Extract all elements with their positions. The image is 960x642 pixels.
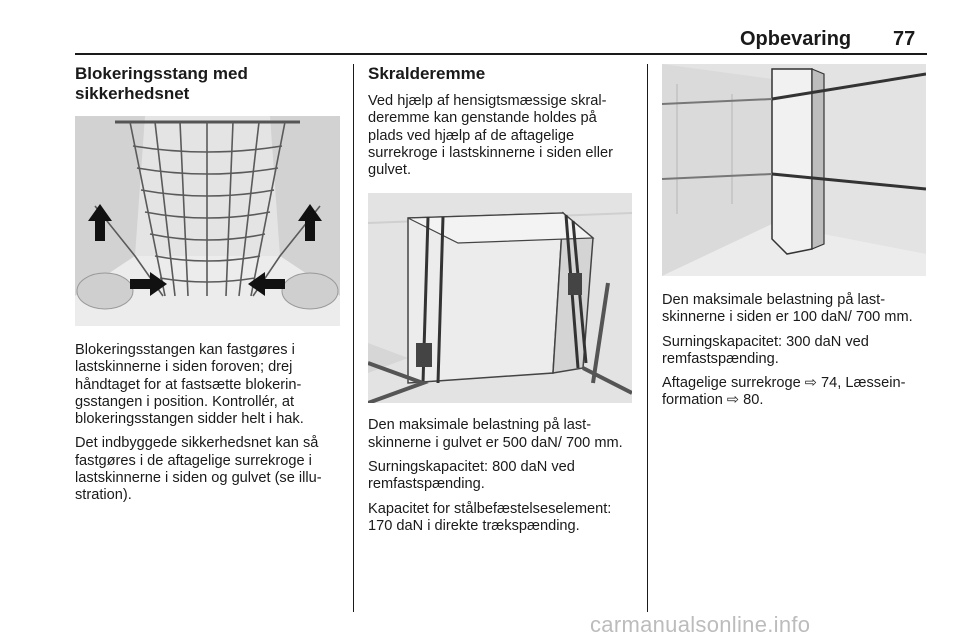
paragraph: Den maksimale belastning på lastskinnerne i gulvet er 500 daN/ 700 mm. (368, 417, 623, 451)
heading-ratchet-straps: Skralderemme (368, 64, 486, 83)
paragraph: Den maksimale belastning på lastskinnerne i siden er 100 daN/ 700 mm. (662, 292, 913, 326)
safety-net-illustration (75, 116, 340, 326)
header-rule (75, 53, 927, 55)
paragraph: Det indbyggede sikkerhedsnet kan så fastgøres i de aftagelige surrekroge i lastskinnerne i siden og gulvet (se illustration). (75, 435, 322, 504)
column-divider (353, 64, 354, 612)
paragraph: Surningskapacitet: 800 daN ved remfastspænding. (368, 459, 575, 493)
column-divider (647, 64, 648, 612)
column-2 (368, 64, 634, 542)
side-rail-strap-illustration (662, 64, 926, 276)
paragraph: Ved hjælp af hensigtsmæssige skralderemme kan genstande holdes på plads ved hjælp af de aftagelige surrekroge i lastskinnerne i siden eller gulvet. (368, 93, 613, 179)
paragraph: Aftagelige surrekroge ⇨ 74, Læsseinformation ⇨ 80. (662, 375, 906, 409)
watermark: carmanualsonline.info (590, 612, 811, 637)
paragraph: Kapacitet for stålbefæstelseselement: 170 daN i direkte trækspænding. (368, 500, 612, 534)
ratchet-strap-illustration (368, 193, 632, 403)
heading-blocking-bar: Blokeringsstang med sikkerhedsnet (75, 64, 248, 103)
paragraph: Surningskapacitet: 300 daN ved remfastspænding. (662, 333, 869, 367)
paragraph: Blokeringsstangen kan fastgøres i lastskinnerne i siden foroven; drej håndtaget for at fastsætte blokeringsstangen i position. Kontrollér, at blokeringsstangen sidder helt i hak. (75, 342, 304, 428)
page-number: 77 (893, 28, 916, 50)
column-3 (662, 64, 928, 417)
section-title: Opbevaring (740, 28, 852, 50)
column-1 (75, 64, 340, 512)
